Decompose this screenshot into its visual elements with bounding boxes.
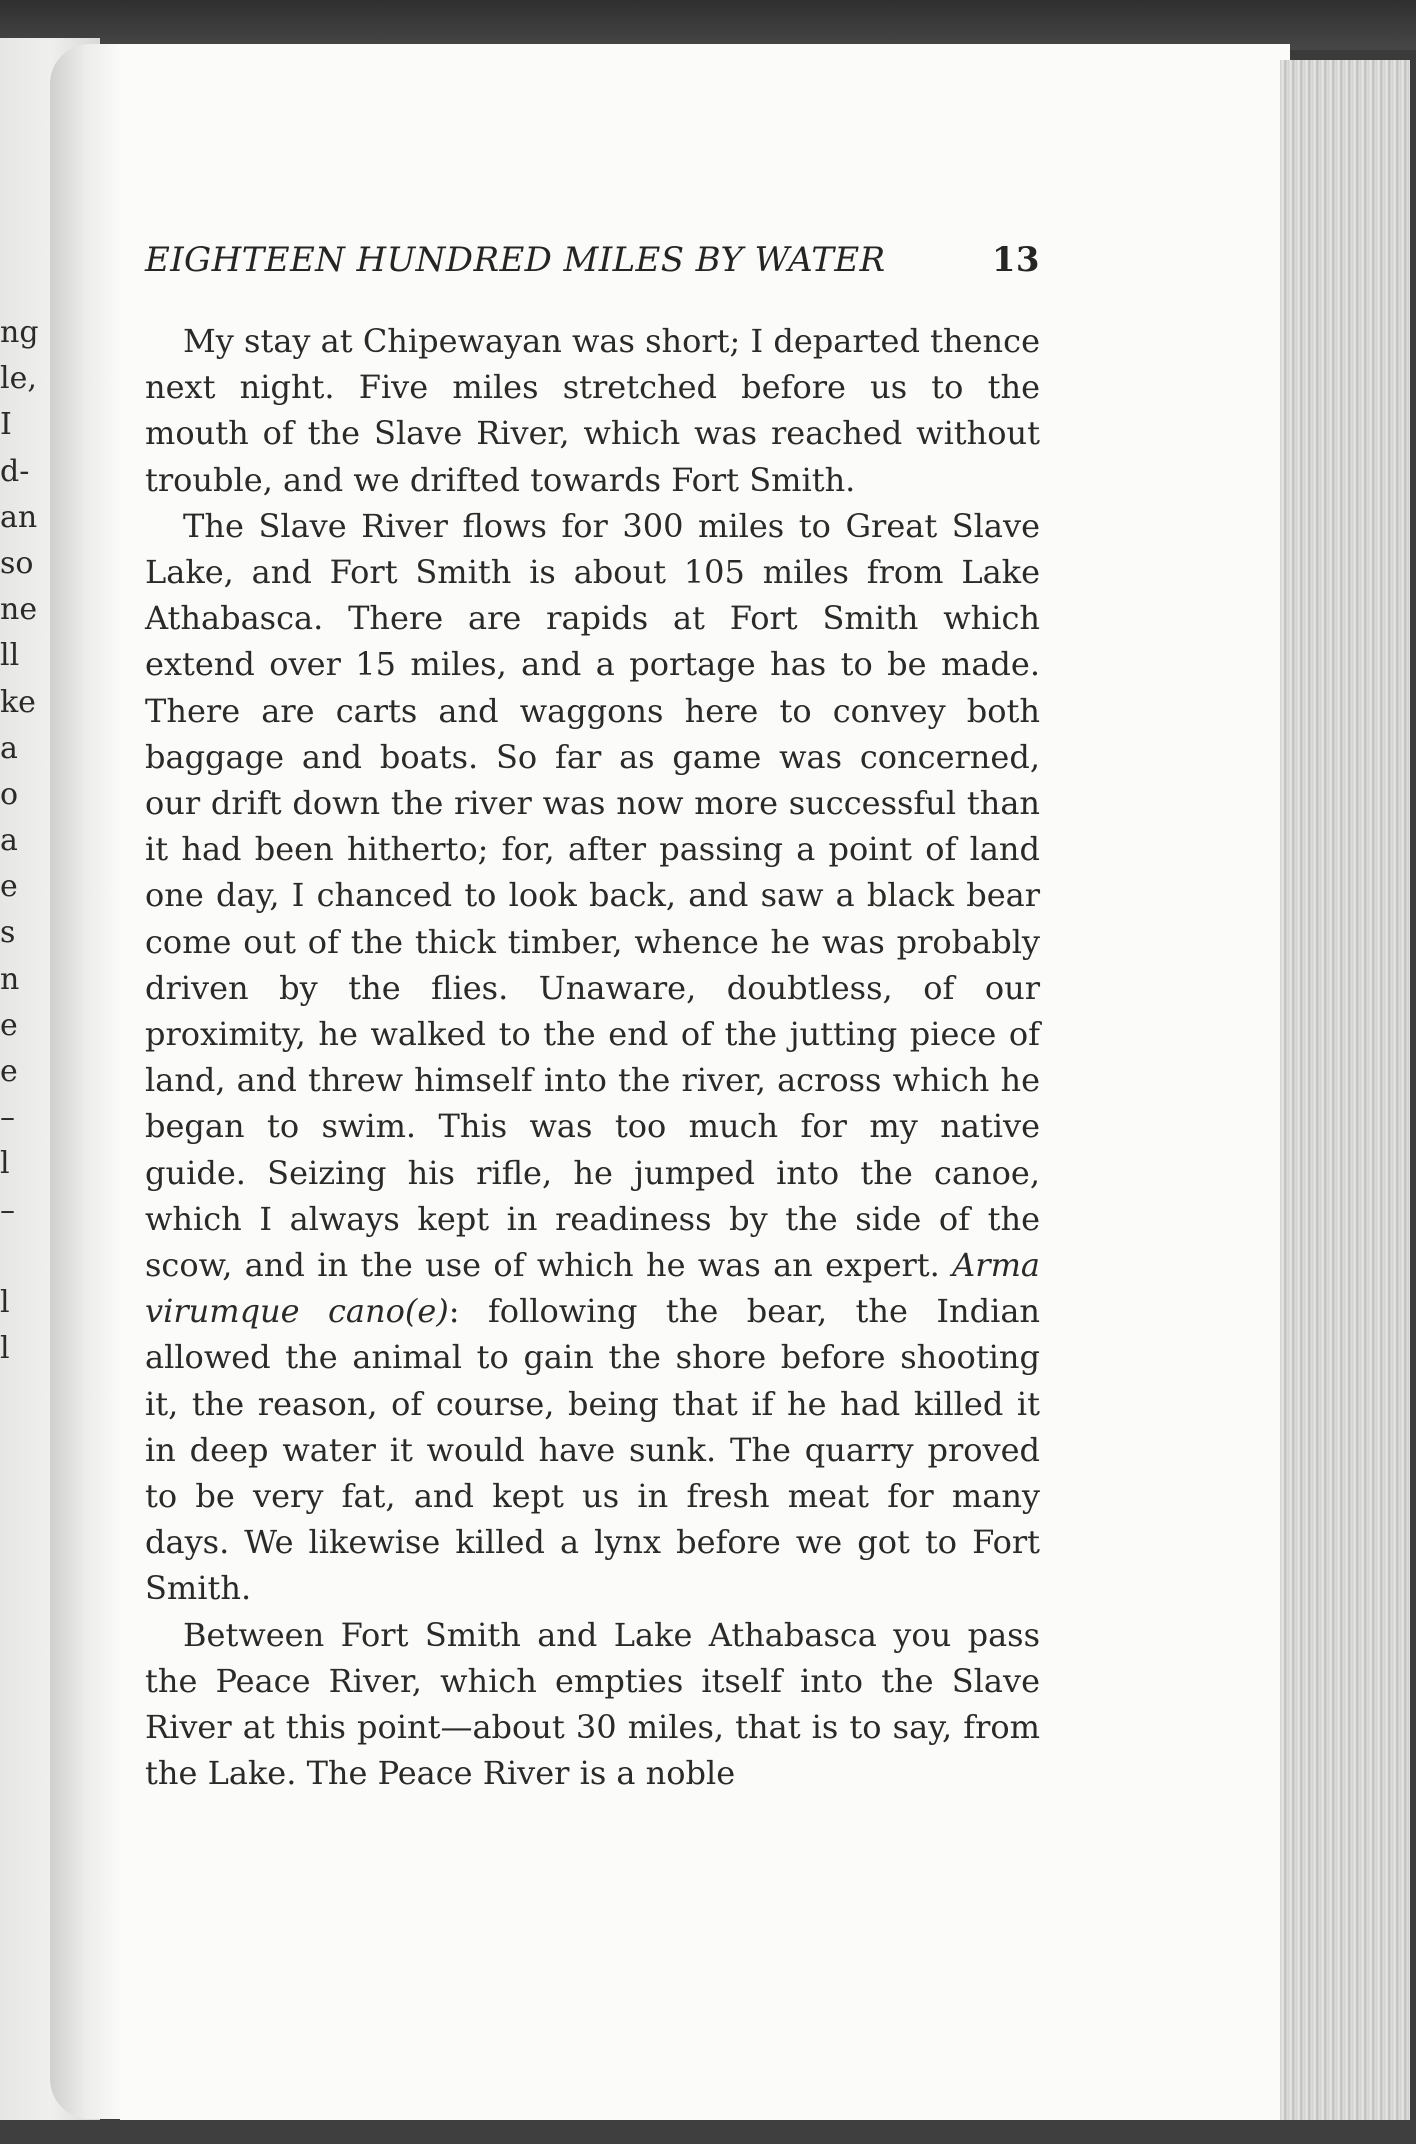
- left-page-fragment: e: [0, 1007, 18, 1043]
- left-page-fragment: e: [0, 869, 18, 905]
- left-page-fragment: le,: [0, 361, 37, 397]
- left-page-fragment: l: [0, 1331, 10, 1367]
- left-page-fragment: ne: [0, 592, 38, 628]
- left-page-fragment: ke: [0, 684, 36, 720]
- left-page-fragment: l: [0, 1146, 10, 1182]
- paragraph-text: : following the bear, the Indian allowed the animal to gain the shore before shooting it, the reason, of course, being that if he had killed it in deep water it would have sunk. The quarry proved to be very fat, and kept us in fresh meat for many days. We likewise killed a lynx before we got to Fort Smith.: [145, 1292, 1041, 1608]
- paragraph-text: The Slave River flows for 300 miles to Great Slave Lake, and Fort Smith is about 105 miles from Lake Athabasca. There are rapids at Fort Smith which extend over 15 miles, and a portage has to be made. There are carts and waggons here to convey both baggage and boats. So far as game was concerned, our drift down the river was now more successful than it had been hitherto; for, after passing a point of land one day, I chanced to look back, and saw a black bear come out of the thick timber, whence he was probably driven by the flies. Unaware, doubtless, of our proximity, he walked to the end of the jutting piece of land, and threw himself into the river, across which he began to swim. This was too much for my native guide. Seizing his rifle, he jumped into the canoe, which I always kept in readiness by the side of the scow, and in the use of which he was an expert.: [145, 506, 1040, 1285]
- left-page-fragment: –: [0, 1192, 15, 1228]
- page-number: 13: [991, 240, 1040, 280]
- left-page-fragment: ll: [0, 638, 20, 674]
- left-page-fragment: an: [0, 499, 38, 535]
- left-page-fragment: s: [0, 915, 16, 951]
- page-content: [145, 240, 1040, 1797]
- paragraph-text: Between Fort Smith and Lake Athabasca you pass the Peace River, which empties itself into the Slave River at this point—about 30 miles, that is to say, from the Lake. The Peace River is a noble: [145, 1615, 1040, 1793]
- left-page-fragment: –: [0, 1100, 15, 1136]
- paragraph-text: My stay at Chipewayan was short; I departed thence next night. Five miles stretched before us to the mouth of the Slave River, which was reached without trouble, and we drifted towards Fort Smith.: [145, 322, 1040, 499]
- left-page-fragment: l: [0, 1284, 10, 1320]
- left-page-fragment: o: [0, 776, 19, 812]
- left-page-fragment: I: [0, 407, 12, 443]
- left-page-fragment: [0, 1234, 40, 1280]
- left-page-text-fragments: [0, 310, 40, 1372]
- page-edges: [1280, 60, 1410, 2144]
- running-title: EIGHTEEN HUNDRED MILES BY WATER: [145, 240, 886, 280]
- left-page-fragment: e: [0, 1054, 18, 1089]
- latin-quotation: Arma virumque cano(e): [145, 1246, 1040, 1331]
- body-text: [145, 318, 1040, 1797]
- paragraph: [145, 318, 1040, 503]
- scan-background-top: [0, 0, 1416, 50]
- left-page-fragment: a: [0, 823, 18, 859]
- left-page-fragment: so: [0, 545, 34, 581]
- left-page-fragment: ng: [0, 315, 39, 350]
- paragraph: [145, 503, 1040, 1612]
- left-page-fragment: n: [0, 961, 20, 997]
- left-page-fragment: d-: [0, 453, 30, 489]
- scan-background-bottom: [0, 2120, 1416, 2144]
- left-page-fragment: a: [0, 730, 18, 766]
- paragraph: [145, 1612, 1040, 1797]
- running-head: [145, 240, 1040, 280]
